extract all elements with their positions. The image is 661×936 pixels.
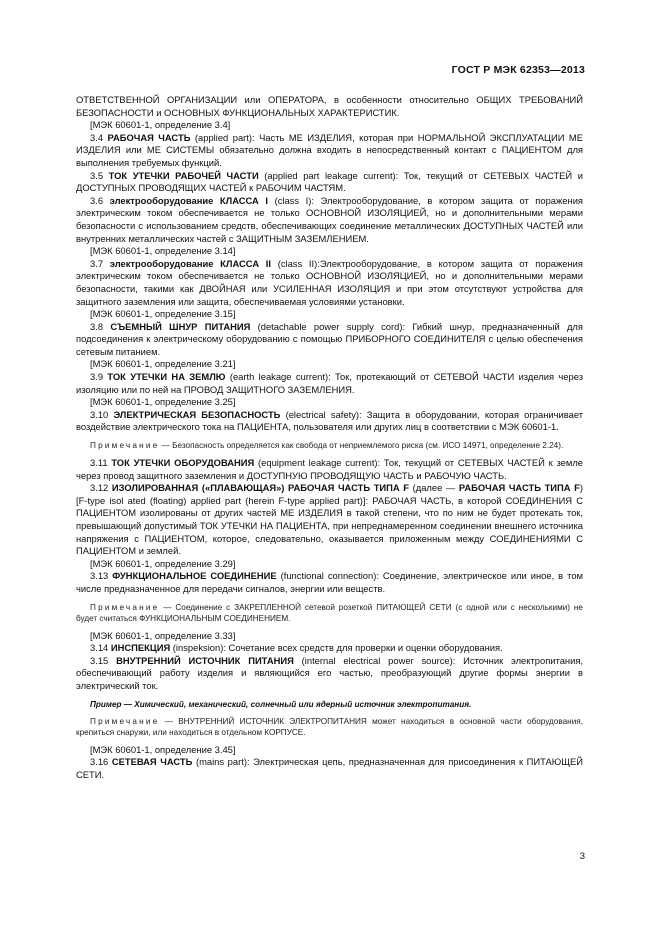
definition-text: (electrical safety): Защита в оборудовании, которая ограничивает воздействие электрического тока на ПАЦИЕНТА, пользователя или других лиц в соответствии с МЭК 60601-1.	[76, 408, 584, 433]
definition-3-11	[76, 457, 583, 482]
example: Пример — Химический, механический, солнечный или ядерный источник электропитания.	[90, 699, 472, 709]
definition-text: (applied part leakage current): Ток, текущий от СЕТЕВЫХ ЧАСТЕЙ и ДОСТУПНЫХ ПРОВОДЯЩИХ ЧАСТЕЙ к РАБОЧИМ ЧАСТЯМ.	[76, 169, 583, 194]
definition-text: (inspeksion): Сочетание всех средств для проверки и оценки оборудования.	[170, 642, 503, 654]
definition-text: (mains part): Электрическая цепь, предназначенная для присоединения к ПИТАЮЩЕЙ СЕТИ.	[76, 756, 584, 780]
page-number: 3	[579, 851, 585, 862]
term: электрооборудование КЛАССА II	[109, 257, 271, 269]
paragraph-text: ОТВЕТСТВЕННОЙ ОРГАНИЗАЦИИ или ОПЕРАТОРА, в особенности относительно ОБЩИХ ТРЕБОВАНИЙ БЕЗОПАСНОСТИ и ОСНОВНЫХ ФУНКЦИОНАЛЬНЫХ ХАРАКТЕРИСТИК.	[76, 94, 583, 118]
term: ФУНКЦИОНАЛЬНОЕ СОЕДИНЕНИЕ	[112, 570, 277, 582]
note	[76, 602, 583, 624]
clause-number: 3.11	[90, 457, 108, 469]
definition-text: (class I): Электрооборудование, в котором защита от поражения электрическим током обеспечивается не только ОСНОВНОЙ ИЗОЛЯЦИЕЙ, но и дополнительными мерами безопасности с использованием средств, обеспечивающих соединение металлических ДОСТУПНЫХ ЧАСТЕЙ или внутренних металлических частей с ЗАЩИТНЫМ ЗАЗЕМЛЕНИЕМ.	[76, 194, 584, 244]
clause-number: 3.5	[90, 169, 104, 181]
definition-3-15	[76, 655, 583, 693]
term: СЪЕМНЫЙ ШНУР ПИТАНИЯ	[110, 320, 251, 332]
definition-text: (далее —	[409, 482, 459, 494]
term: РАБОЧАЯ ЧАСТЬ ТИПА F	[458, 482, 580, 494]
definition-text: ) [F-type isol ated (floating) applied part (herein F-type applied part)]: РАБОЧАЯ ЧАСТЬ, в которой СОЕДИНЕНИЯ С ПАЦИЕНТОМ изолированы от других частей МЕ ИЗДЕЛИЯ в такой степени, что по ним не будет протекать ток, превышающий допустимый ТОК УТЕЧКИ НА ПАЦИЕНТА, при непреднамеренном соединении внешнего источника напряжения с ПАЦИЕНТОМ, которое, следовательно, оказывается приложенным между СОЕДИНЕНИЯМИ С ПАЦИЕНТОМ и землей.	[76, 482, 583, 557]
definition-text: (earth leakage current): Ток, протекающий от СЕТЕВОЙ ЧАСТИ изделия через изоляцию или по ней на ПРОВОД ЗАЩИТНОГО ЗАЗЕМЛЕНИЯ.	[76, 371, 584, 395]
reference: [МЭК 60601-1, определение 3.4]	[90, 119, 231, 131]
reference: [МЭК 60601-1, определение 3.45]	[90, 743, 236, 755]
definition-text: (class II):Электрооборудование, в котором защита от поражения электрическим током обеспечивается не только ОСНОВНОЙ ИЗОЛЯЦИЕЙ, но и дополнительными мерами безопасности, такими как ДВОЙНАЯ или УСИЛЕННАЯ ИЗОЛЯЦИЯ и при этом отсутствуют устройства для защитного заземления или защита, обеспечиваемая условиями установки.	[76, 257, 583, 307]
clause-number: 3.10	[90, 408, 109, 420]
note-label: Примечание	[90, 441, 160, 451]
note	[76, 716, 583, 738]
definition-text: (applied part): Часть МЕ ИЗДЕЛИЯ, которая при НОРМАЛЬНОЙ ЭКСПЛУАТАЦИИ МЕ ИЗДЕЛИЯ или МЕ СИСТЕМЫ обязательно должна входить в непосредственный контакт с ПАЦИЕНТОМ для выполнения требуемых функций.	[76, 131, 583, 168]
note	[76, 440, 583, 451]
clause-number: 3.16	[90, 756, 109, 768]
term: СЕТЕВАЯ ЧАСТЬ	[111, 756, 193, 768]
reference: [МЭК 60601-1, определение 3.21]	[90, 358, 236, 370]
document-body	[76, 94, 583, 781]
definition-text: (equipment leakage current): Ток, текущий от СЕТЕВЫХ ЧАСТЕЙ к земле через провод защитного заземления и ДОСТУПНУЮ ПРОВОДЯЩУЮ ЧАСТЬ и РАБОЧУЮ ЧАСТЬ.	[76, 457, 583, 481]
clause-number: 3.15	[90, 654, 109, 666]
definition-3-4	[76, 132, 583, 170]
clause-number: 3.4	[90, 131, 104, 143]
definition-3-14	[76, 642, 583, 655]
clause-number: 3.8	[90, 320, 104, 332]
note-label: Примечание	[90, 602, 160, 612]
definition-3-7	[76, 258, 583, 308]
definition-text: (functional connection): Соединение, электрическое или иное, в том числе предназначенное для передачи сигналов, энергии или веществ.	[76, 570, 583, 594]
definition-3-5	[76, 170, 583, 195]
term: ТОК УТЕЧКИ РАБОЧЕЙ ЧАСТИ	[108, 169, 259, 181]
reference: [МЭК 60601-1, определение 3.29]	[90, 557, 236, 569]
clause-number: 3.6	[90, 194, 104, 206]
term: РАБОЧАЯ ЧАСТЬ	[107, 131, 191, 143]
clause-number: 3.7	[90, 257, 104, 269]
term: ВНУТРЕННИЙ ИСТОЧНИК ПИТАНИЯ	[116, 654, 294, 666]
definition-3-8	[76, 321, 583, 359]
reference: [МЭК 60601-1, определение 3.14]	[90, 245, 236, 257]
reference: [МЭК 60601-1, определение 3.15]	[90, 308, 236, 320]
term: ИНСПЕКЦИЯ	[110, 642, 171, 654]
definition-text: (internal electrical power source): Источник электропитания, обеспечивающий работу изделия и являющийся его частью, преобразующий другие формы энергии в электрический ток.	[76, 654, 584, 691]
reference: [МЭК 60601-1, определение 3.33]	[90, 629, 236, 641]
reference: [МЭК 60601-1, определение 3.25]	[90, 396, 236, 408]
clause-number: 3.12	[90, 482, 109, 494]
clause-number: 3.13	[90, 570, 109, 582]
clause-number: 3.14	[90, 642, 109, 654]
note-label: Примечание	[90, 716, 160, 726]
term: ТОК УТЕЧКИ НА ЗЕМЛЮ	[107, 371, 226, 383]
definition-3-10	[76, 409, 583, 434]
note-text: — ВНУТРЕННИЙ ИСТОЧНИК ЭЛЕКТРОПИТАНИЯ может находиться в основной части оборудования, крепиться снаружи, или находиться в отдельном КОРПУСЕ.	[76, 716, 583, 737]
definition-3-16	[76, 756, 583, 781]
document-header: ГОСТ Р МЭК 62353—2013	[451, 64, 585, 76]
clause-number: 3.9	[90, 371, 104, 383]
definition-3-9	[76, 371, 583, 396]
definition-text: (detachable power supply cord): Гибкий шнур, предназначенный для подсоединения к электрическому оборудованию с помощью ПРИБОРНОГО СОЕДИНИТЕЛЯ с целью обеспечения сетевым питанием.	[76, 320, 583, 357]
term: электрооборудование КЛАССА I	[109, 194, 268, 206]
definition-3-6	[76, 195, 583, 245]
term: ТОК УТЕЧКИ ОБОРУДОВАНИЯ	[111, 457, 255, 469]
definition-3-12	[76, 482, 583, 558]
note-text: — Безопасность определяется как свобода от неприемлемого риска (см. ИСО 14971, определение 2.24).	[159, 441, 564, 451]
definition-3-13	[76, 570, 583, 595]
term: ИЗОЛИРОВАННАЯ («ПЛАВАЮЩАЯ») РАБОЧАЯ ЧАСТЬ ТИПА F	[111, 482, 409, 494]
paragraph	[76, 94, 583, 119]
term: ЭЛЕКТРИЧЕСКАЯ БЕЗОПАСНОСТЬ	[113, 408, 281, 420]
note-text: — Соединение с ЗАКРЕПЛЕННОЙ сетевой розеткой ПИТАЮЩЕЙ СЕТИ (с одной или с несколькими) не будет считаться ФУНКЦИОНАЛЬНЫМ СОЕДИНЕНИЕМ.	[76, 602, 583, 623]
